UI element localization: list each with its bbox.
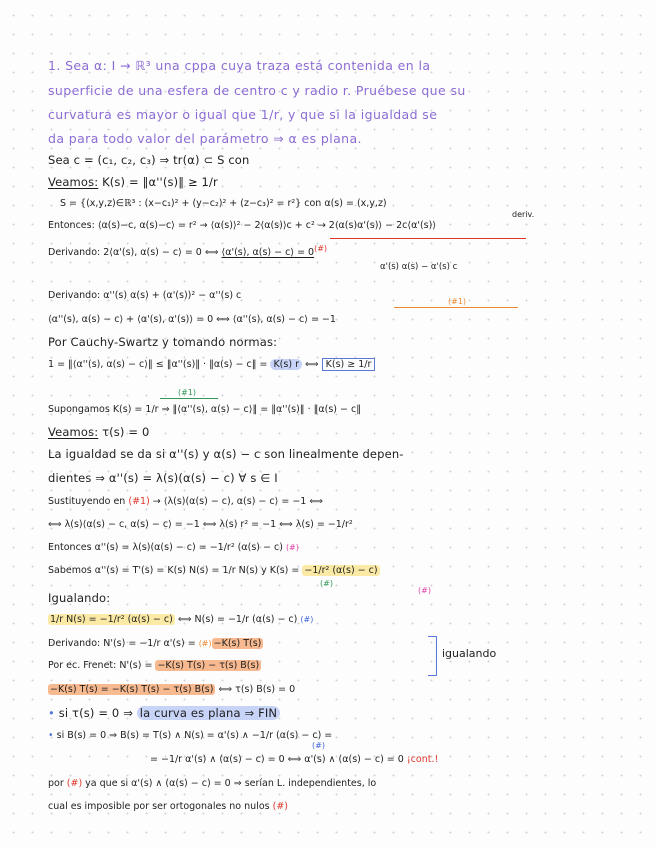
tag-hash-blue: (#) (300, 615, 314, 624)
entonces-line (48, 218, 640, 234)
second-derivative-identity: ⟨α''(s), α(s) − c⟩ + ⟨α'(s), α'(s)⟩ = 0 ⟺ ⟨α''(s), α(s) − c⟩ = −1 (48, 314, 336, 325)
normal-vector-result: ⟺ N(s) = −1/r (α(s) − c) (174, 614, 301, 625)
problem-line-1: 1. Sea α: I → ℝ³ una cppa cuya traza está contenida en la (48, 58, 431, 73)
tag-hash-red-3: (#) (272, 801, 288, 812)
problem-line-2: superficie de una esfera de centro c y radio r. Pruébese que su (48, 83, 466, 98)
veamos-label: Veamos: (48, 175, 99, 189)
highlighted-conclusion: la curva es plana ⇒ FIN (137, 706, 280, 720)
sustituyendo-expr: → ⟨λ(s)(α(s) − c), α(s) − c⟩ = −1 ⟺ (149, 496, 323, 507)
problem-line-4: da para todo valor del parámetro ⇒ α es plana. (48, 131, 362, 146)
supongamos-line (48, 402, 640, 418)
highlighted-kt: −K(s) T(s) (213, 638, 262, 649)
linear-dependence-line-2: dientes ⇒ α''(s) = λ(s)(α(s) − c) ∀ s ∈ I (48, 471, 278, 485)
tag-hash-1-red: (#1) (128, 496, 150, 507)
highlighted-frenet: −K(s) T(s) − τ(s) B(s) (157, 660, 260, 671)
sustituyendo-word: Sustituyendo en (48, 496, 129, 507)
inequality-chain: 1 = ‖⟨α''(s), α(s) − c⟩‖ ≤ ‖α''(s)‖ · ‖α(s) − c‖ = (48, 359, 271, 370)
inequality-line (48, 357, 640, 373)
sabemos-expr: Sabemos α''(s) = T'(s) = K(s) N(s) = (48, 565, 223, 576)
igualando-label: igualando (442, 647, 497, 660)
problem-line-3: curvatura es mayor o igual que 1/r, y que si la igualdad se (48, 107, 438, 122)
tag-hash: (#) (314, 244, 328, 253)
equality-consequence: ⇒ ‖⟨α''(s), α(s) − c⟩‖ = ‖α''(s)‖ · ‖α(s) − c‖ (158, 404, 361, 415)
comparison-line (48, 682, 640, 698)
veamos-label-2: Veamos: (48, 425, 99, 439)
tag-below-pink: (#) (418, 586, 431, 595)
highlighted-comparison: −K(s) T(s) = −K(s) T(s) − τ(s) B(s) (50, 684, 214, 695)
highlighted-normal-eq: 1/r N(s) = −1/r² (α(s) − c) (50, 614, 173, 625)
normal-derivative: Derivando: N'(s) = −1/r α'(s) = (48, 638, 199, 649)
explanation-text-2: cual es imposible por ser ortogonales no nulos (48, 801, 273, 812)
torsion-claim: τ(s) = 0 (98, 425, 150, 439)
case-binormal-zero (48, 728, 640, 744)
orange-overline (394, 307, 518, 308)
explanation-text-1: ya que si α'(s) ∧ (α(s) − c) = 0 ⇒ serían L. independientes, lo (82, 778, 377, 789)
explanation-line-2 (48, 799, 640, 815)
case-2-expr: si B(s) = 0 ⇒ B(s) = T(s) ∧ N(s) = α'(s) ∧ −1/r (α(s) − c) = (56, 730, 333, 741)
alpha-second-derivative: Entonces α''(s) = λ(s)(α(s) − c) = −1/r² (α(s) − c) (48, 542, 286, 553)
sustituyendo-line (48, 494, 640, 510)
contradiction-mark: ¡cont.! (406, 754, 439, 765)
derivando-line-2: Derivando: α''(s) α(s) + (α'(s))² − α''(s) c (48, 290, 242, 301)
cauchy-schwarz-line: Por Cauchy-Swartz y tomando normas: (48, 335, 278, 349)
entonces-derivative: → 2⟨α(s)α'(s)⟩ − 2c⟨α'(s)⟩ (317, 220, 437, 231)
tag-hash-red-2: (#) (66, 778, 83, 789)
igualando-bracket (428, 636, 437, 676)
green-overline (160, 398, 218, 399)
sabemos-line (48, 563, 640, 579)
frenet-label: Por ec. Frenet: N'(s) = (48, 660, 156, 671)
deriv-arrow-label: deriv. (512, 210, 535, 219)
boxed-result: K(s) ≥ 1/r (322, 358, 376, 371)
derivando-normal-line (48, 636, 420, 652)
derivando-line-1 (48, 241, 640, 261)
tag-hash-orange: (#) (198, 639, 212, 648)
supongamos-word: Supongamos (48, 404, 113, 415)
veamos-torsion-line (48, 424, 640, 440)
cross-product-line (150, 752, 640, 768)
lambda-line: ⟺ λ(s)⟨α(s) − c, α(s) − c⟩ = −1 ⟺ λ(s) r² = −1 ⟺ λ(s) = −1/r² (48, 519, 353, 530)
derivando-1-left: Derivando: 2⟨α'(s), α(s) − c⟩ = 0 ⟺ (48, 247, 222, 259)
curvature-claim: K(s) = ‖α''(s)‖ ≥ 1/r (98, 175, 218, 189)
veamos-curvature-line (48, 174, 640, 190)
igualando-line: Igualando: (48, 591, 111, 605)
tau-b-zero: ⟺ τ(s) B(s) = 0 (215, 684, 296, 695)
entonces-alpha-line (48, 540, 640, 556)
bullet-2: • (48, 730, 57, 741)
tag-hash-1-orange: (#1) (448, 297, 467, 306)
frenet-line (48, 658, 420, 674)
setup-line: Sea c = (c₁, c₂, c₃) ⇒ tr(α) ⊂ S con (48, 153, 250, 167)
bullet-1: • (48, 706, 59, 720)
tag-hash-1-green: (#1) (178, 388, 197, 397)
sphere-definition: S = {(x,y,z)∈ℝ³ : (x−c₁)² + (y−c₂)² + (z−c₃)² = r²} con α(s) = (x,y,z) (60, 198, 387, 209)
tag-below-green: (#) (320, 579, 333, 588)
kr-highlight: K(s) r (270, 359, 302, 370)
normal-vector-line (48, 612, 640, 628)
entonces-expansion: Entonces: ⟨α(s)−c, α(s)−c⟩ = r² → ⟨α(s)⟩² − 2⟨α(s)⟩c + c² (48, 220, 318, 231)
expanded-product: α'(s) α(s) − α'(s) c (380, 262, 458, 272)
equality-assumption: K(s) = 1/r (112, 404, 159, 415)
tag-above-blue: (#) (312, 741, 325, 750)
orthogonality-result: ⟨α'(s), α(s) − c⟩ = 0 (221, 247, 315, 259)
por-word: por (48, 778, 67, 789)
red-overline (330, 238, 526, 239)
case-torsion-zero (48, 705, 640, 721)
explanation-line-1 (48, 776, 640, 792)
iff-symbol: ⟺ (301, 359, 322, 370)
n-over-r: 1/r N(s) (222, 565, 259, 576)
tag-hash-pink: (#) (285, 543, 299, 552)
and-k: y K(s) = (258, 565, 303, 576)
linear-dependence-line-1: La igualdad se da si α''(s) y α(s) − c son linealmente depen- (48, 447, 404, 461)
case-1-condition: si τ(s) = 0 ⇒ (58, 706, 137, 720)
cross-product-expr: = −1/r α'(s) ∧ (α(s) − c) = 0 ⟺ α'(s) ∧ (α(s) − c) = 0 (150, 754, 407, 765)
highlighted-yellow-expr: −1/r² (α(s) − c) (304, 565, 378, 576)
